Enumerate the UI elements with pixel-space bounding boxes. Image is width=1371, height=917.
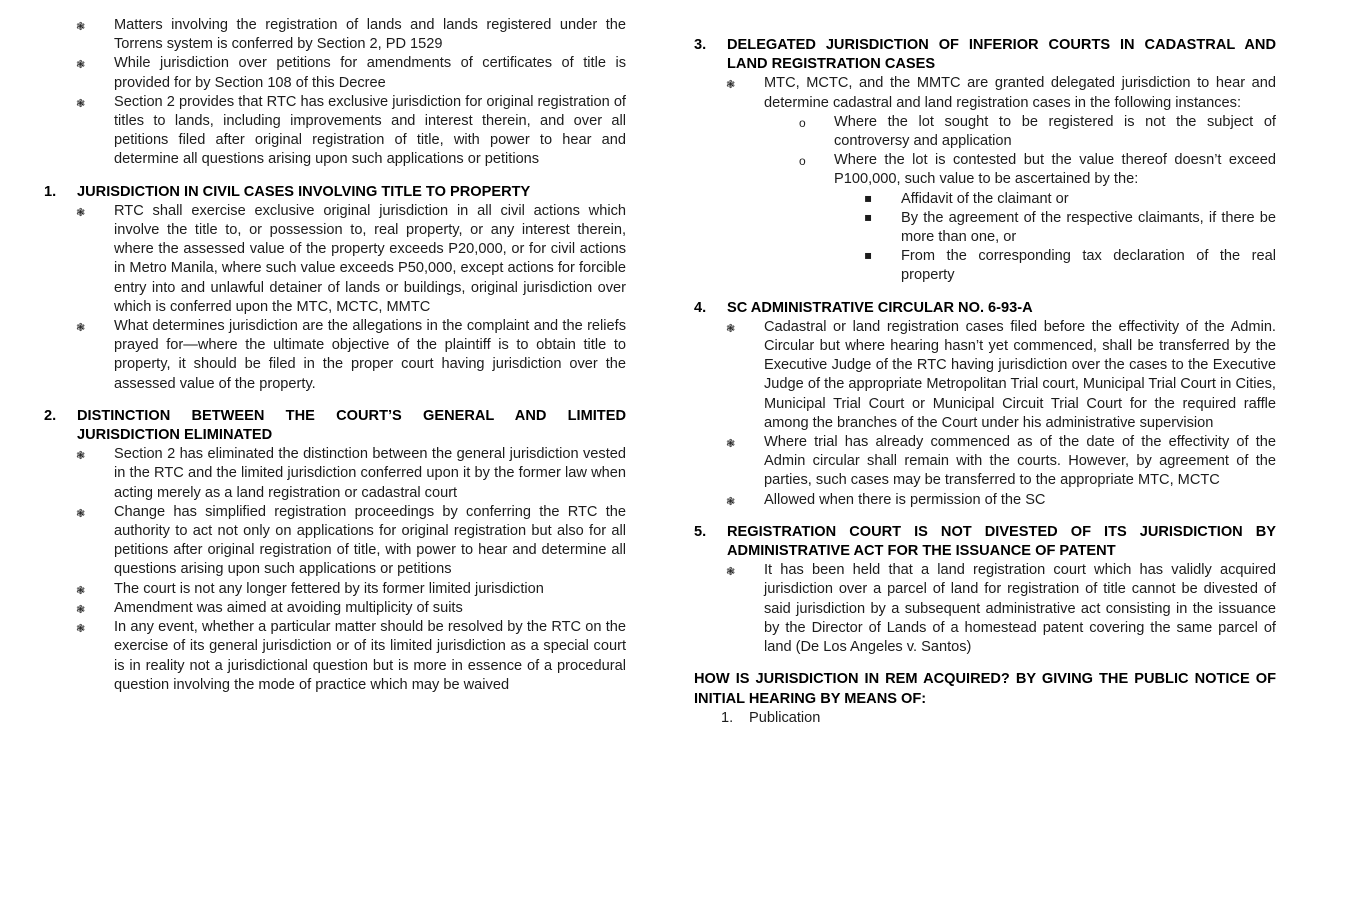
section-2 [44,407,626,695]
section-title: SC ADMINISTRATIVE CIRCULAR NO. 6-93-A [727,299,1033,316]
list-item [44,445,626,503]
flower-bullet-icon: ❃ [76,622,86,636]
bullet-text: Change has simplified registration proceedings by conferring the RTC the authority to act not only on applications for original registration but also for all petitions after original registration of title, with power to hear and determine all questions arising upon such applications or petitions [114,503,626,578]
bullet-text: Where the lot sought to be registered is not the subject of controversy and application [834,113,1276,150]
bullet-text: Amendment was aimed at avoiding multiplicity of suits [114,599,463,616]
section-number: 1. [44,183,57,200]
flower-bullet-icon: ❃ [76,20,86,33]
section-title: REGISTRATION COURT IS NOT DIVESTED OF ITS JURISDICTION BY ADMINISTRATIVE ACT FOR THE ISSUANCE OF PATENT [727,523,1276,560]
list-item [44,202,626,317]
sub-sub-list-item [694,190,1276,209]
sub-list-item [694,151,1276,189]
flower-bullet-icon: ❃ [726,321,736,335]
section-number: 2. [44,407,57,424]
bullet-text: Matters involving the registration of lands and lands registered under the Torrens system is conferred by Section 2, PD 1529 [114,17,626,53]
bullet-text: By the agreement of the respective claimants, if there be more than one, or [901,209,1276,246]
square-bullet-icon: ▪ [864,209,873,224]
section-5 [694,523,1276,657]
right-column [694,0,1276,728]
flower-bullet-icon: ❃ [76,321,86,335]
bullet-text: Affidavit of the claimant or [901,190,1069,207]
section-title: DELEGATED JURISDICTION OF INFERIOR COURTS IN CADASTRAL AND LAND REGISTRATION CASES [727,37,1276,73]
list-item [44,54,626,92]
bullet-text: Where trial has already commenced as of the date of the effectivity of the Admin circular shall remain with the courts. However, by agreement of the parties, such cases may be transferred to the appropriate MTC, MCTC [764,434,1276,489]
sub-sub-list-item [694,247,1276,285]
flower-bullet-icon: ❃ [726,78,736,92]
bullet-text: Where the lot is contested but the value thereof doesn’t exceed P100,000, such value to be ascertained by the: [834,152,1276,188]
bullet-text: What determines jurisdiction are the allegations in the complaint and the reliefs prayed for—where the ultimate objective of the plaintiff is to obtain title to property, it should be filed in the proper court having jurisdiction over the assessed value of the property. [114,318,626,392]
circle-bullet-icon: o [799,115,806,130]
item-number: 1. [721,709,734,726]
list-item [694,74,1276,112]
list-item [44,503,626,580]
section-heading [44,407,626,445]
flower-bullet-icon: ❃ [76,506,86,520]
item-text: Publication [749,709,821,726]
section-number: 5. [694,523,707,540]
flower-bullet-icon: ❃ [726,494,736,508]
sub-sub-list-item [694,209,1276,247]
square-bullet-icon: ▪ [864,248,873,263]
section-heading [694,36,1276,74]
section-heading [694,299,1276,318]
list-item [44,580,626,599]
bullet-text: In any event, whether a particular matter should be resolved by the RTC on the exercise of its general jurisdiction or of its limited jurisdiction as a special court is in reality not a jurisdictional question but is more in essence of a procedural question involving the mode of practice which may be waived [114,619,626,693]
section-number: 3. [694,37,707,53]
list-item [44,16,626,54]
list-item [44,317,626,394]
circle-bullet-icon: o [799,154,806,169]
list-item [44,93,626,170]
flower-bullet-icon: ❃ [76,602,86,616]
bullet-text: Section 2 provides that RTC has exclusive jurisdiction for original registration of titles to lands, including improvements and interest therein, and over all petitions filed after original registration of title, with power to hear and determine all questions arising upon such applications or petitions [114,93,626,168]
bullet-text: Cadastral or land registration cases filed before the effectivity of the Admin. Circular but where hearing hasn’t yet commenced, shall be transferred by the Executive Judge of the RTC having jurisdiction over the cases to the Executive Judge of the appropriate Metropolitan Trial court, Municipal Trial Court in Cities, Municipal Trial Court or Municipal Circuit Trial Court for the required raffle among the branches of the Court under his administrative supervision [764,318,1276,431]
bullet-text: While jurisdiction over petitions for amendments of certificates of title is provided for by Section 108 of this Decree [114,55,626,91]
square-bullet-icon: ▪ [864,190,873,205]
list-item [44,599,626,618]
bullet-text: Section 2 has eliminated the distinction between the general jurisdiction vested in the RTC and the limited jurisdiction conferred upon it by the former law when acting merely as a land registration or cadastral court [114,446,626,501]
left-column [44,0,626,695]
closing-heading: HOW IS JURISDICTION IN REM ACQUIRED? BY GIVING THE PUBLIC NOTICE OF INITIAL HEARING BY MEANS OF: [694,671,1276,707]
flower-bullet-icon: ❃ [726,437,736,451]
numbered-list-item [694,709,1276,728]
section-1 [44,183,626,394]
list-item [44,618,626,695]
bullet-text: From the corresponding tax declaration of the real property [901,248,1276,284]
flower-bullet-icon: ❃ [76,205,86,219]
list-item [694,561,1276,657]
list-item [694,433,1276,491]
bullet-text: It has been held that a land registration court which has validly acquired jurisdiction over a parcel of land for registration of title cannot be divested of said jurisdiction by a subsequent administrative act consisting in the issuance by the Director of Lands of a homestead patent covering the same parcel of land (De Los Angeles v. Santos) [764,562,1276,656]
section-number: 4. [694,299,707,316]
section-heading [44,183,626,202]
flower-bullet-icon: ❃ [726,565,736,579]
list-item [694,491,1276,510]
flower-bullet-icon: ❃ [76,583,86,597]
bullet-text: The court is not any longer fettered by its former limited jurisdiction [114,580,544,597]
flower-bullet-icon: ❃ [76,58,86,72]
section-heading [694,523,1276,561]
section-4 [694,299,1276,510]
list-item [694,318,1276,433]
section-3 [694,36,1276,286]
bullet-text: Allowed when there is permission of the SC [764,491,1046,508]
flower-bullet-icon: ❃ [76,96,86,110]
bullet-text: MTC, MCTC, and the MMTC are granted delegated jurisdiction to hear and determine cadastral and land registration cases in the following instances: [764,75,1276,111]
section-title: JURISDICTION IN CIVIL CASES INVOLVING TITLE TO PROPERTY [77,183,531,200]
flower-bullet-icon: ❃ [76,449,86,463]
closing-block [694,670,1276,728]
bullet-text: RTC shall exercise exclusive original jurisdiction in all civil actions which involve the title to, or possession to, real property, or any interest therein, where the assessed value of the property exceeds P20,000, or for civil actions in Metro Manila, where such value exceeds P50,000, except actions for forcible entry into and unlawful detainer of lands or buildings, original jurisdiction over which is conferred upon the MTC, MCTC, MMTC [114,202,626,315]
section-title: DISTINCTION BETWEEN THE COURT’S GENERAL AND LIMITED JURISDICTION ELIMINATED [77,407,626,444]
sub-list-item [694,113,1276,151]
